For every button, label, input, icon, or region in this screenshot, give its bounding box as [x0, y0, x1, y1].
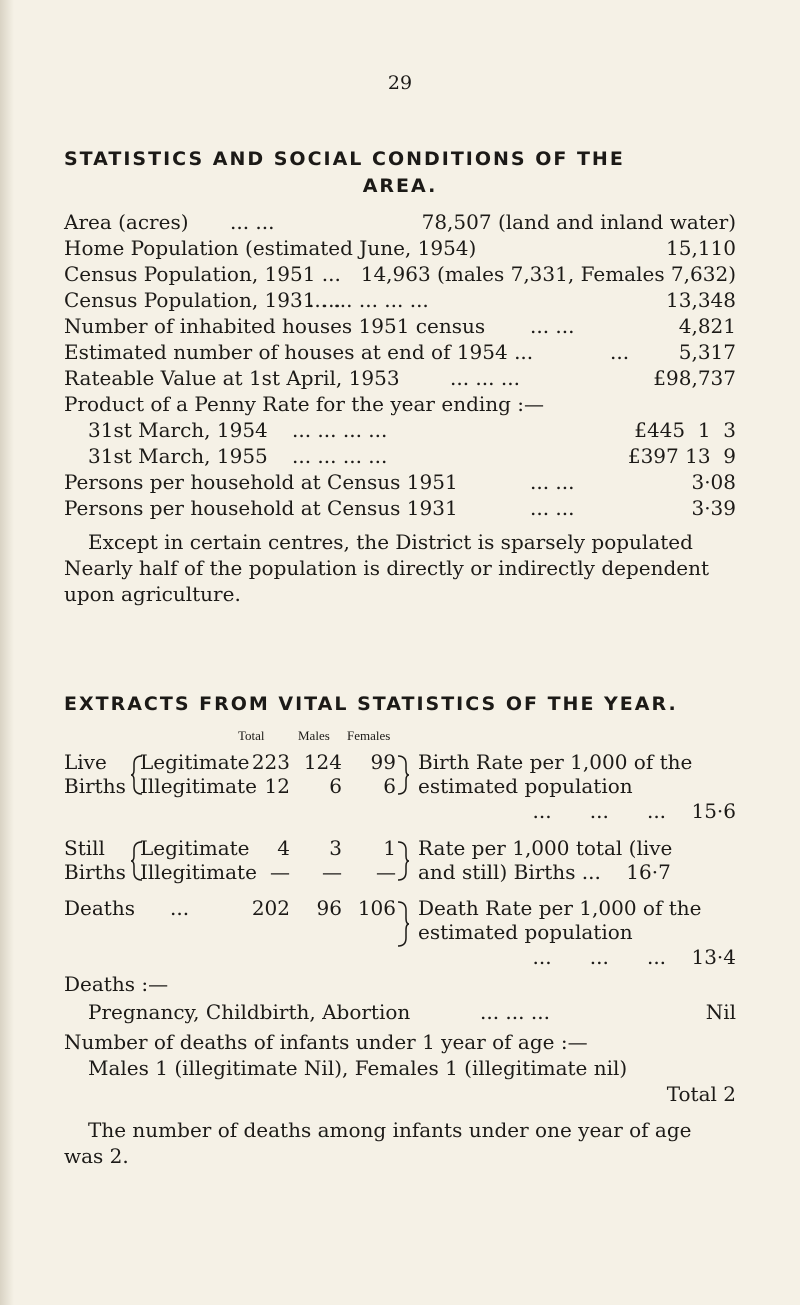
death-rate-note-line2: estimated population: [418, 920, 633, 944]
household-leader-1931: ... ...: [530, 496, 575, 520]
still-births-right-brace: [396, 840, 410, 882]
penny-rate-heading: Product of a Penny Rate for the year ending :—: [64, 392, 545, 416]
stat-leader-estimated-houses: ...: [610, 340, 630, 364]
col-header-males: Males: [298, 728, 330, 743]
paragraph-line3: upon agriculture.: [64, 582, 241, 606]
deaths-heading: Deaths :—: [64, 972, 169, 996]
stat-label-rateable-value: Rateable Value at 1st April, 1953: [64, 366, 400, 390]
household-label-1951: Persons per household at Census 1951: [64, 470, 458, 494]
stat-label-estimated-houses: Estimated number of houses at end of 1954 ...: [64, 340, 534, 364]
death-rate-note-line1: Death Rate per 1,000 of the: [418, 896, 702, 920]
stat-value-rateable-value: £98,737: [653, 366, 736, 390]
household-label-1931: Persons per household at Census 1931: [64, 496, 458, 520]
stat-leader-inhabited-houses: ... ...: [530, 314, 575, 338]
stat-value-home-population: 15,110: [666, 236, 736, 260]
penny-rate-leader-1955: ... ... ... ...: [292, 444, 388, 468]
page-number: 29: [387, 72, 413, 94]
paragraph-line2: Nearly half of the population is directly or indirectly dependent: [64, 556, 710, 580]
closing-line2: was 2.: [64, 1144, 129, 1168]
still-births-group-line2: Births: [64, 860, 126, 884]
stat-leader-census-1931: ... ... ... ... ...: [308, 288, 429, 312]
live-births-right-brace: [396, 754, 410, 796]
stat-label-inhabited-houses: Number of inhabited houses 1951 census: [64, 314, 486, 338]
pregnancy-value: Nil: [705, 1000, 736, 1024]
infant-deaths-heading: Number of deaths of infants under 1 year of age :—: [64, 1030, 588, 1054]
penny-rate-leader-1954: ... ... ... ...: [292, 418, 388, 442]
pregnancy-leader: ... ... ...: [480, 1000, 550, 1024]
birth-rate-note-line2: estimated population: [418, 774, 633, 798]
birth-rate-note-line1: Birth Rate per 1,000 of the: [418, 750, 693, 774]
stillbirth-rate-note-line2: and still) Births ... 16·7: [418, 860, 671, 884]
deaths-right-brace: [396, 900, 410, 948]
paragraph-line1: Except in certain centres, the District is sparsely populated: [88, 530, 693, 554]
live-births-group-line1: Live: [64, 750, 107, 774]
pregnancy-label: Pregnancy, Childbirth, Abortion: [88, 1000, 411, 1024]
stat-label-census-1931: Census Population, 1931 ...: [64, 288, 341, 312]
stat-value-estimated-houses: 5,317: [678, 340, 736, 364]
still-births-females-legitimate: 1: [383, 836, 396, 860]
live-births-label-legitimate: Legitimate: [140, 750, 250, 774]
live-births-females-illegitimate: 6: [383, 774, 396, 798]
col-header-total: Total: [238, 728, 265, 743]
deaths-males: 96: [316, 896, 342, 920]
deaths-females: 106: [357, 896, 396, 920]
section-title-line2: AREA.: [362, 175, 438, 197]
live-births-males-illegitimate: 6: [329, 774, 342, 798]
live-births-total-illegitimate: 12: [264, 774, 290, 798]
still-births-label-legitimate: Legitimate: [140, 836, 250, 860]
stat-label-census-1951: Census Population, 1951 ...: [64, 262, 341, 286]
penny-rate-value-1955: £397 13 9: [627, 444, 736, 468]
penny-rate-label-1955: 31st March, 1955: [88, 444, 268, 468]
live-births-total-legitimate: 223: [251, 750, 290, 774]
household-value-1951: 3·08: [691, 470, 736, 494]
col-header-females: Females: [347, 728, 391, 743]
stat-label-area: Area (acres): [64, 210, 189, 234]
infant-deaths-total: Total 2: [666, 1082, 736, 1106]
live-births-males-legitimate: 124: [303, 750, 342, 774]
death-rate-value: ... ... ... 13·4: [532, 945, 736, 969]
still-births-total-illegitimate: —: [270, 860, 290, 884]
still-births-group-line1: Still: [64, 836, 105, 860]
stat-value-census-1951: 14,963 (males 7,331, Females 7,632): [360, 262, 736, 286]
deaths-leader: ...: [170, 896, 190, 920]
still-births-males-illegitimate: —: [322, 860, 342, 884]
stat-value-census-1931: 13,348: [666, 288, 736, 312]
stat-value-inhabited-houses: 4,821: [678, 314, 736, 338]
section-title-line1: STATISTICS AND SOCIAL CONDITIONS OF THE: [64, 148, 625, 170]
infant-deaths-detail: Males 1 (illegitimate Nil), Females 1 (illegitimate nil): [88, 1056, 628, 1080]
household-leader-1951: ... ...: [530, 470, 575, 494]
stat-leader-rateable-value: ... ... ...: [450, 366, 520, 390]
vital-stats-title: EXTRACTS FROM VITAL STATISTICS OF THE YEAR.: [64, 693, 678, 715]
household-value-1931: 3·39: [691, 496, 736, 520]
live-births-females-legitimate: 99: [370, 750, 396, 774]
deaths-total: 202: [251, 896, 290, 920]
penny-rate-value-1954: £445 1 3: [634, 418, 736, 442]
penny-rate-label-1954: 31st March, 1954: [88, 418, 268, 442]
page-binding-shadow: [0, 0, 14, 1305]
stat-label-home-population: Home Population (estimated June, 1954): [64, 236, 477, 260]
live-births-group-line2: Births: [64, 774, 126, 798]
still-births-label-illegitimate: Illegitimate: [140, 860, 257, 884]
stat-value-area: 78,507 (land and inland water): [421, 210, 736, 234]
live-births-label-illegitimate: Illegitimate: [140, 774, 257, 798]
closing-line1: The number of deaths among infants under one year of age: [88, 1118, 692, 1142]
birth-rate-value: ... ... ... 15·6: [532, 799, 736, 823]
still-births-females-illegitimate: —: [376, 860, 396, 884]
still-births-males-legitimate: 3: [329, 836, 342, 860]
still-births-total-legitimate: 4: [277, 836, 290, 860]
deaths-label: Deaths: [64, 896, 135, 920]
stillbirth-rate-note-line1: Rate per 1,000 total (live: [418, 836, 673, 860]
stat-leader-area: ... ...: [230, 210, 275, 234]
